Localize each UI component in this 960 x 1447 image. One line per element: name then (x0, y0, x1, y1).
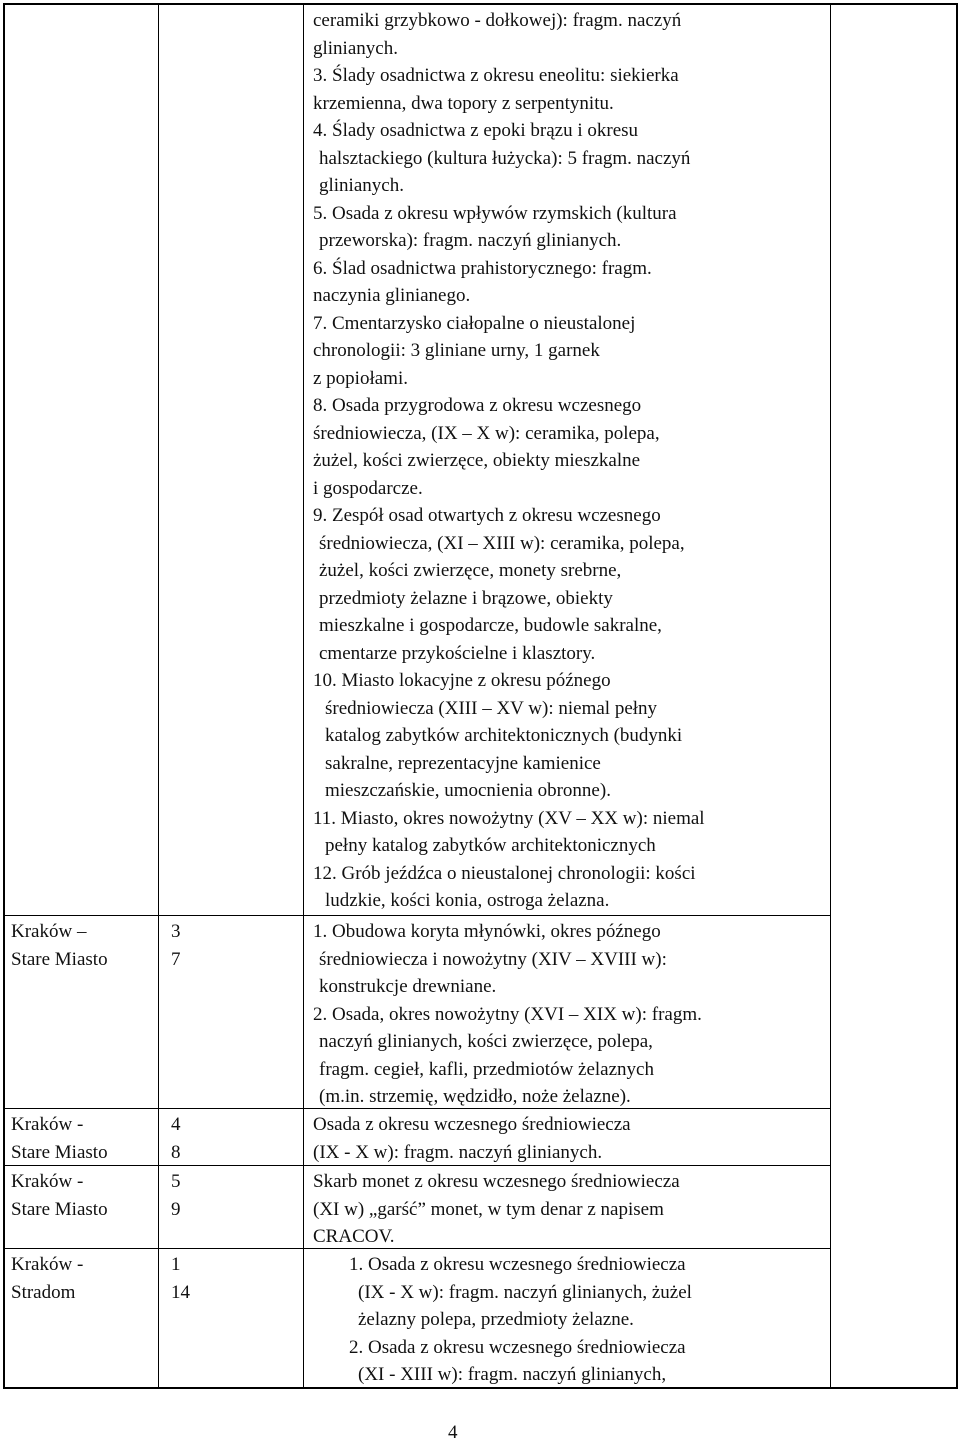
text-line: mieszkalne i gospodarcze, budowle sakralne, (319, 615, 662, 636)
text-line: naczynia glinianego. (313, 285, 471, 306)
text-line: 3. Ślady osadnictwa z okresu eneolitu: siekierka (313, 65, 679, 86)
text-line: Kraków - (11, 1171, 84, 1192)
site-description-cell (313, 1111, 825, 1166)
site-number-cell (171, 1168, 211, 1223)
text-line: Kraków – (11, 921, 87, 942)
column-divider (303, 5, 304, 1387)
column-divider (830, 5, 831, 1387)
text-line: 4 (171, 1114, 181, 1135)
text-line: z popiołami. (313, 367, 408, 389)
text-line: glinianych. (319, 175, 404, 196)
text-line: mieszczańskie, umocnienia obronne). (325, 780, 611, 801)
site-description-cell (313, 918, 825, 1111)
text-line: Stare Miasto (11, 1198, 108, 1220)
text-line: cmentarze przykościelne i klasztory. (319, 642, 596, 664)
text-line: Osada z okresu wczesnego średniowiecza (313, 1114, 631, 1135)
text-line: ceramiki grzybkowo - dołkowej): fragm. naczyń (313, 10, 682, 31)
site-description-cell (313, 1168, 825, 1251)
text-line: krzemienna, dwa topory z serpentynitu. (313, 92, 614, 114)
text-line: Kraków - (11, 1114, 84, 1135)
site-number-cell (171, 1111, 211, 1166)
text-line: 1 (171, 1254, 181, 1275)
text-line: 11. Miasto, okres nowożytny (XV – XX w): niemal (313, 807, 705, 829)
text-line: Kraków - (11, 1254, 84, 1275)
page-number: 4 (448, 1422, 458, 1443)
site-description-cell (313, 7, 825, 915)
text-line: sakralne, reprezentacyjne kamienice (325, 752, 601, 774)
text-line: 10. Miasto lokacyjne z okresu późnego (313, 670, 611, 691)
text-line: (IX - X w): fragm. naczyń glinianych, żużel (358, 1281, 692, 1303)
text-line: Stradom (11, 1281, 76, 1303)
text-line: 14 (171, 1281, 190, 1303)
text-line: 3 (171, 921, 181, 942)
text-line: naczyń glinianych, kości zwierzęce, polepa, (319, 1031, 653, 1052)
text-line: chronologii: 3 gliniane urny, 1 garnek (313, 340, 600, 361)
text-line: halsztackiego (kultura łużycka): 5 fragm. naczyń (319, 147, 691, 169)
text-line: 12. Grób jeźdźca o nieustalonej chronologii: kości (313, 862, 696, 884)
text-line: 8 (171, 1141, 181, 1163)
text-line: przeworska): fragm. naczyń glinianych. (319, 230, 622, 251)
text-line: 5. Osada z okresu wpływów rzymskich (kultura (313, 202, 677, 224)
row-divider (5, 915, 830, 916)
location-cell (11, 1111, 161, 1166)
text-line: żelazny polepa, przedmioty żelazne. (358, 1309, 634, 1330)
site-number-cell (171, 918, 211, 973)
text-line: ludzkie, kości konia, ostroga żelazna. (325, 890, 610, 911)
text-line: 1. Obudowa koryta młynówki, okres późnego (313, 921, 661, 942)
text-line: katalog zabytków architektonicznych (budynki (325, 725, 683, 746)
text-line: fragm. cegieł, kafli, przedmiotów żelaznych (319, 1058, 654, 1080)
text-line: przedmioty żelazne i brązowe, obiekty (319, 587, 613, 609)
register-table (3, 3, 958, 1389)
text-line: 2. Osada z okresu wczesnego średniowiecza (349, 1336, 686, 1358)
text-line: średniowiecza, (IX – X w): ceramika, polepa, (313, 422, 660, 444)
text-line: Stare Miasto (11, 948, 108, 970)
text-line: 4. Ślady osadnictwa z epoki brązu i okresu (313, 120, 639, 141)
text-line: (m.in. strzemię, wędzidło, noże żelazne). (319, 1086, 631, 1107)
location-cell (11, 1168, 161, 1223)
text-line: Stare Miasto (11, 1141, 108, 1163)
text-line: (XI - XIII w): fragm. naczyń glinianych, (358, 1364, 667, 1385)
text-line: średniowiecza (XIII – XV w): niemal pełny (325, 697, 658, 719)
text-line: 9. Zespół osad otwartych z okresu wczesnego (313, 505, 661, 526)
text-line: żużel, kości zwierzęce, obiekty mieszkalne (313, 450, 641, 471)
text-line: glinianych. (313, 37, 398, 59)
text-line: 7. Cmentarzysko ciałopalne o nieustalonej (313, 312, 636, 334)
text-line: 9 (171, 1198, 181, 1220)
text-line: i gospodarcze. (313, 477, 423, 499)
text-line: żużel, kości zwierzęce, monety srebrne, (319, 560, 622, 581)
location-cell (11, 918, 161, 973)
site-number-cell (171, 1251, 211, 1306)
location-cell (11, 1251, 161, 1306)
text-line: średniowiecza, (XI – XIII w): ceramika, polepa, (319, 532, 685, 554)
text-line: CRACOV. (313, 1226, 395, 1247)
site-description-cell (313, 1251, 825, 1389)
text-line: średniowiecza i nowożytny (XIV – XVIII w): (319, 948, 667, 970)
text-line: pełny katalog zabytków architektonicznych (325, 835, 656, 856)
text-line: Skarb monet z okresu wczesnego średniowiecza (313, 1171, 680, 1192)
text-line: 6. Ślad osadnictwa prahistorycznego: fragm. (313, 257, 652, 279)
text-line: 5 (171, 1171, 181, 1192)
text-line: 2. Osada, okres nowożytny (XVI – XIX w): fragm. (313, 1003, 702, 1025)
text-line: 7 (171, 948, 181, 970)
text-line: 8. Osada przygrodowa z okresu wczesnego (313, 395, 642, 416)
text-line: 1. Osada z okresu wczesnego średniowiecza (349, 1254, 686, 1275)
text-line: (XI w) „garść” monet, w tym denar z napisem (313, 1198, 664, 1220)
text-line: konstrukcje drewniane. (319, 976, 497, 997)
text-line: (IX - X w): fragm. naczyń glinianych. (313, 1141, 603, 1163)
